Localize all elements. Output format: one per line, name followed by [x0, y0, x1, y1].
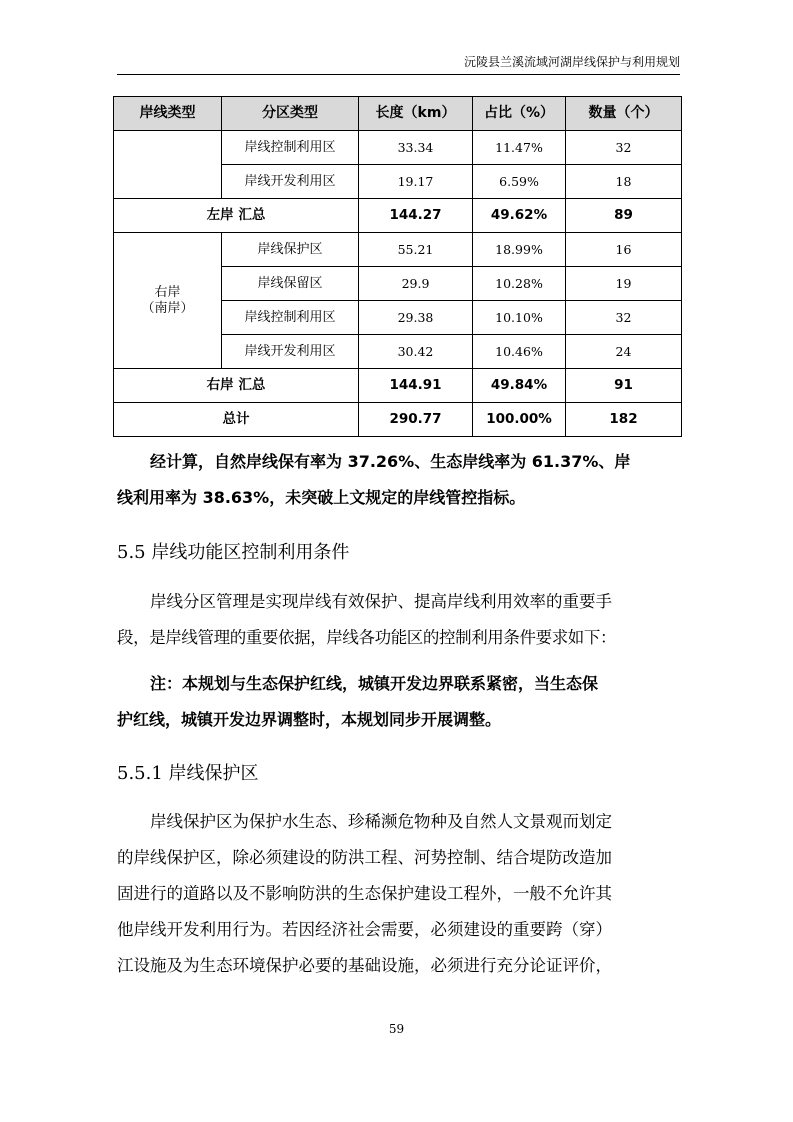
zone-cell: 岸线开发利用区 — [222, 165, 359, 199]
para2-line-1: 岸线保护区为保护水生态、珍稀濒危物种及自然人文景观而划定 — [150, 812, 612, 831]
ratio-cell: 10.10% — [473, 301, 566, 335]
section-heading-5-5: 5.5 岸线功能区控制利用条件 — [117, 542, 350, 563]
para2-line-2: 的岸线保护区，除必须建设的防洪工程、河势控制、结合堤防改造加 — [117, 848, 612, 867]
header-shoreline-type: 岸线类型 — [114, 97, 222, 131]
para2-line-4: 他岸线开发利用行为。若因经济社会需要，必须建设的重要跨（穿） — [117, 920, 612, 939]
header-divider — [117, 74, 680, 75]
length-cell: 29.38 — [359, 301, 473, 335]
summary-line-2: 线利用率为 38.63%，未突破上文规定的岸线管控指标。 — [117, 488, 526, 507]
left-total-ratio: 49.62% — [473, 199, 566, 233]
header-ratio: 占比（%） — [473, 97, 566, 131]
right-bank-label-line1: 右岸 — [154, 284, 181, 300]
ratio-cell: 10.46% — [473, 335, 566, 369]
section-heading-5-5-1: 5.5.1 岸线保护区 — [117, 763, 259, 784]
length-cell: 29.9 — [359, 267, 473, 301]
grand-total-label: 总计 — [114, 403, 359, 437]
table-row — [114, 131, 682, 165]
left-bank-cell — [114, 131, 222, 199]
zone-cell: 岸线开发利用区 — [222, 335, 359, 369]
left-total-count: 89 — [566, 199, 682, 233]
length-cell: 30.42 — [359, 335, 473, 369]
right-total-label: 右岸 汇总 — [114, 369, 359, 403]
zone-cell: 岸线控制利用区 — [222, 131, 359, 165]
right-total-ratio: 49.84% — [473, 369, 566, 403]
header-count: 数量（个） — [566, 97, 682, 131]
right-total-count: 91 — [566, 369, 682, 403]
count-cell: 18 — [566, 165, 682, 199]
table-row — [114, 233, 682, 267]
grand-total-ratio: 100.00% — [473, 403, 566, 437]
ratio-cell: 18.99% — [473, 233, 566, 267]
ratio-cell: 10.28% — [473, 267, 566, 301]
note-paragraph — [117, 666, 680, 738]
left-total-length: 144.27 — [359, 199, 473, 233]
count-cell: 32 — [566, 131, 682, 165]
right-bank-label — [114, 233, 222, 369]
count-cell: 19 — [566, 267, 682, 301]
zone-cell: 岸线保留区 — [222, 267, 359, 301]
header-length: 长度（km） — [359, 97, 473, 131]
summary-line-1: 经计算，自然岸线保有率为 37.26%、生态岸线率为 61.37%、岸 — [150, 452, 631, 471]
grand-total-count: 182 — [566, 403, 682, 437]
running-header: 沅陵县兰溪流域河湖岸线保护与利用规划 — [463, 55, 680, 69]
zone-cell: 岸线保护区 — [222, 233, 359, 267]
shoreline-zone-table — [113, 96, 682, 437]
header-zone-type: 分区类型 — [222, 97, 359, 131]
page-number: 59 — [388, 1022, 405, 1036]
count-cell: 24 — [566, 335, 682, 369]
length-cell: 33.34 — [359, 131, 473, 165]
para2-line-3: 固进行的道路以及不影响防洪的生态保护建设工程外，一般不允许其 — [117, 884, 612, 903]
zone-management-paragraph — [117, 584, 680, 656]
count-cell: 16 — [566, 233, 682, 267]
ratio-cell: 6.59% — [473, 165, 566, 199]
left-total-row — [114, 199, 682, 233]
right-total-row — [114, 369, 682, 403]
protection-zone-paragraph — [117, 804, 680, 984]
para1-line-2: 段，是岸线管理的重要依据，岸线各功能区的控制利用条件要求如下： — [117, 628, 617, 647]
length-cell: 19.17 — [359, 165, 473, 199]
grand-total-row — [114, 403, 682, 437]
zone-cell: 岸线控制利用区 — [222, 301, 359, 335]
table-header-row — [114, 97, 682, 131]
right-total-length: 144.91 — [359, 369, 473, 403]
length-cell: 55.21 — [359, 233, 473, 267]
ratio-cell: 11.47% — [473, 131, 566, 165]
left-total-label: 左岸 汇总 — [114, 199, 359, 233]
para1-line-1: 岸线分区管理是实现岸线有效保护、提高岸线利用效率的重要手 — [150, 592, 612, 611]
para2-line-5: 江设施及为生态环境保护必要的基础设施，必须进行充分论证评价， — [117, 956, 612, 975]
note-line-1: 注：本规划与生态保护红线，城镇开发边界联系紧密，当生态保 — [150, 674, 599, 693]
grand-total-length: 290.77 — [359, 403, 473, 437]
count-cell: 32 — [566, 301, 682, 335]
right-bank-label-line2: （南岸） — [141, 300, 194, 316]
summary-paragraph — [117, 444, 680, 516]
note-line-2: 护红线，城镇开发边界调整时，本规划同步开展调整。 — [117, 710, 502, 729]
